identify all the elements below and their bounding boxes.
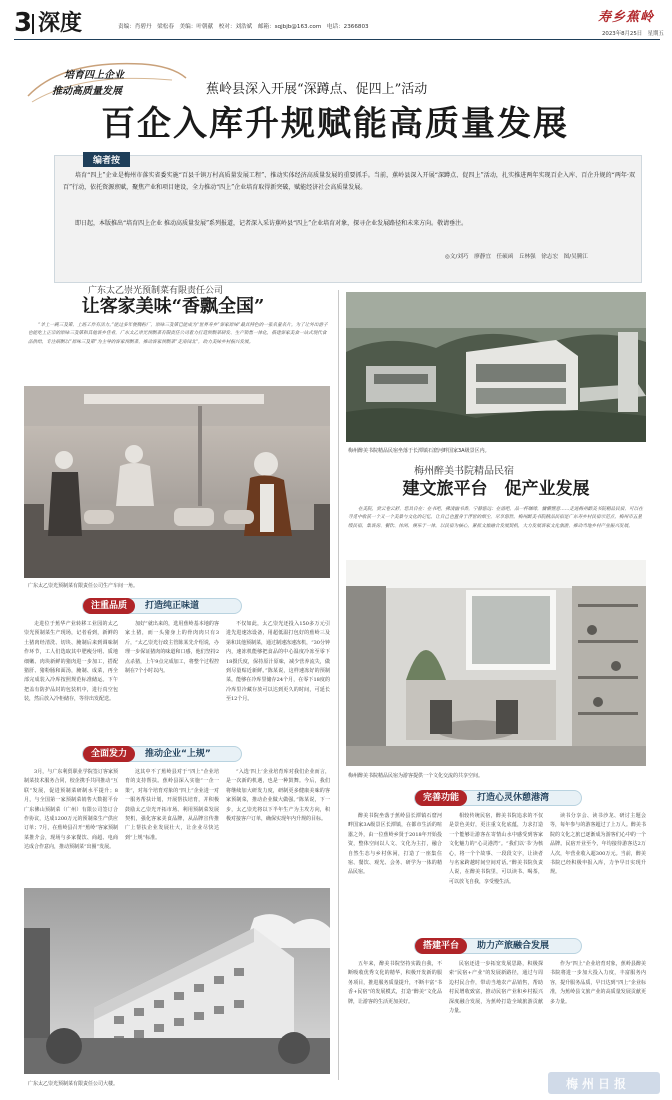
right-section-1-label: 完善功能 (415, 790, 467, 806)
right-section-1-header (414, 790, 582, 806)
left-company-name: 广东太乙崇光预制菜有限责任公司 (88, 286, 224, 296)
right-body-2-col-2: 民宿还进一步拓宽发展思路，积极探索“民宿+产业”的发展新路径，通过与周边村民合作，带动当地农产品销售，帮助村民增收致富，推动民宿产业和乡村振兴深度融合发展，为蕉岭打造全域旅游贡献力量。 (449, 961, 543, 1015)
right-story-title: 建文旅平台 促产业发展 (402, 479, 590, 499)
watermark-logo (548, 1072, 660, 1094)
credits: 责编：肖碧丹 梁松春 美编：叶朝献 校对：刘浩斌 邮箱：sqjbjb@163.com 电话：2366803 (118, 24, 369, 30)
kicker: 蕉岭县深入开展“深蹲点、促四上”活动 (206, 82, 428, 97)
watermark-text: 梅州日报 (566, 1077, 631, 1091)
paper-name-logo: 寿乡蕉岭 (598, 10, 655, 25)
section-title: 深度 (38, 11, 83, 36)
interior-photo (346, 560, 646, 766)
badge-line-1: 培育四上企业 (64, 70, 124, 81)
right-section-2-label: 搭建平台 (415, 938, 467, 954)
interior-photo-caption: 梅州醉美书院精品民宿为游客提供一个文化交流的共享空间。 (348, 773, 484, 779)
byline: ◎文/刘巧 廖静宜 任硕函 丘林强 徐志宏 图/吴腾江 (445, 254, 588, 260)
left-body-2-col-3: “入选‘四上’企业培育库对我们企业而言，是一次新的机遇，也是一种鼓舞。今后，我们将继续加大研发力度，研制更多健康美味的客家预制菜，推动企业做大做强。”陈某说，下一步，太乙崇光将以下半年生产为主攻方向，积极对接客户订单，确保实现年内升规的目标。 (226, 769, 330, 823)
left-section-2-rest: 推动企业“上规” (145, 749, 211, 759)
left-body-2-col-1: 3月，与广东利贸职业学院签订客家预制菜技术服务合同，校企携手共同推动“互联”发展，促进预制菜研制水平提升；8月，与全国第一家预制菜销售大数据平台广东佛山预制菜（广州）有限公司签订合作协议，达成1200万元的预制菜生产供应订单；7月，在蕉岭县召开“蕉岭”客家预制菜推介会，现场与多家餐饮、商超、电商达成合作意向，推动预制菜“出圈”发展。 (24, 769, 118, 851)
factory-floor-photo (24, 386, 330, 578)
right-section-1-rest: 打造心灵休憩港湾 (477, 793, 550, 803)
headline: 百企入库升规赋能高质量发展 (101, 104, 569, 144)
issue-date: 2023年8月25日 星期五 (602, 31, 664, 37)
factory-floor-image (24, 386, 330, 578)
left-section-1-header (82, 598, 242, 614)
left-body-2-col-2: 这其中不了蕉岭县对于“四上”企业培育的支持帮扶。蕉岭县深入实施“一企一策”，对每个培育对象的“四上”企业进一对一服务帮扶计划，开展帮扶培育，并积极鼓励太乙崇光开拓市场、利用预制菜发展契机，强化客家美食品牌，从品牌宣传推广上帮扶企业发展壮大，让企业尽快达到“上规”标准。 (125, 769, 219, 841)
badge-line-2: 推动高质量发展 (52, 86, 122, 97)
right-body-2-col-3: 作为“四上”企业培育对象，蕉岭县醉美书院将进一步加大投入力度，丰富服务内容，提升服务品质，早日达到“四上”企业标准，为蕉岭县文旅产业的高质量发展贡献更多力量。 (550, 961, 646, 1005)
left-body-1-col-1: 走进位于蕉华产业转移工业园的太乙崇光预制菜生产现场，记者看到，新鲜的土猪肉经清洗、切块、腌制后来到调味制作环节，工人们选取其中肥瘦分明、质地细嫩、肉块新鲜的猪肉进一步加工，搭配猪肝、猪粉肠和面汤，腌制、成菜，再全部完成装入冷库按照规范标准储运。下午把盖有防护品封的包装机中，进行真空包装，然后放入冷柜储存，等待出发配送。 (24, 621, 118, 703)
building-photo-caption: 广东太乙崇光预制菜有限责任公司大楼。 (28, 1081, 119, 1087)
factory-photo-caption: 广东太乙崇光预制菜有限责任公司生产车间一角。 (28, 583, 139, 589)
column-divider (338, 290, 339, 1080)
right-company-name: 梅州醉美书院精品民宿 (414, 466, 514, 477)
left-intro: “羊上一碗三及第，上班工作有活力。”能过多年便腾粉厂，原味三及第已能成为“世界寿乡”客家原味”最具特色的一张名量名片。为了让外出游子也能吃上正宗的原味三及第和其他客乡佳肴，广东太乙崇光预制菜有限责任公司着力打造预制菜研发、生产销售一体化，搭建客家美食一站式现代食品供给，专注研制以“原味三及第”为主导的客家预制菜，推动客家预制菜“走南闯北”，助力美味乡村振兴发展。 (28, 323, 328, 345)
editor-note-para-1: 培育“四上”企业是梅州市落实省委实施“百县千镇万村高质量发展工程”、推动实体经济高质量发展的重要抓手。当前，蕉岭县深入开展“深蹲点、促四上”活动，扎实推进两年实现百企入库、百企升规的“两年·双百”行动，依托资源禀赋，聚焦产业和项目建设，全力推动“四上”企业培育取得新突破，赋能经济社会高质量发展。 (63, 172, 635, 191)
left-section-2-label: 全面发力 (83, 746, 135, 762)
left-section-2-header (82, 746, 242, 762)
villa-image (346, 292, 646, 442)
right-body-1-col-1: 醉美书院坐落于蕉岭县长潭镇石窟河畔国家3A级景区长潭镇，在都市生活的喧嚣之外，由一位蕉岭乡贤于2018年开始投资，整体空间以人文、文化为主打，融合自然生态与乡村休闲，打造了一座集住宿、餐饮、观光、会务、研学为一体的精品民宿。 (348, 813, 442, 876)
right-intro: 在美院，赏云卷云舒，您具自在：在书吧，拂清幽书香，宁静悠远：在清吧，品一杯咖啡，慵懒惬意……走进梅州醉美书院精品民宿，可以在寻觅中收获一个又一个美景与文化的记忆，让自己也置身于浮世的烟尘，尽享悠然。梅州醉美书院精品民宿是广东寿乡村民宿示范点，梅州市五星级民宿，集客房、餐饮、休闲、娱乐于一体，以民宿为核心，紧抓文旅融合发展契机，大力发展客家文化旅游，推动当地乡村产业振兴发展。 (348, 507, 643, 529)
masthead (14, 8, 664, 40)
editor-note-para-2: 即日起，本版推出“培育四上企业 推动高质量发展”系列报道，记者深入采访蕉岭县“四上”企业培育对象，探寻企业发展路径和未来方向。敬请垂注。 (75, 220, 468, 227)
left-story-title: 让客家美味“香飘全国” (81, 296, 265, 317)
left-body-1-col-2: 加好”就出来的，选用蕉岭基本地的客家土猪，而一头猪身上的骨肉肉只有3斤，“太乙崇光行政主管陈某先介绍说，办理一步保证猪肉的味道和口感，他们坚持2点杀猪，上午9点完成加工，将整个过程控制在7个小时以内。 (125, 621, 219, 675)
villa-photo (346, 292, 646, 442)
editor-note-label: 编者按 (83, 152, 130, 167)
company-building-photo (24, 888, 330, 1074)
right-section-2-rest: 助力产旅融合发展 (477, 941, 550, 951)
right-body-2-col-1: 五年来，醉美书院坚持实践自我，不断吸收优秀文化的精华，积极开发新的服务项目，推进服务质量提升，不断丰富“书香+民宿”的发展模式，打造“醉美”文化品牌，让游客的生活更加美好。 (348, 961, 442, 1005)
villa-photo-caption: 梅州醉美书院精品民宿坐落于长潭镇石窟河畔国家3A级景区内。 (348, 448, 490, 454)
editor-note (54, 155, 642, 283)
masthead-divider (32, 14, 34, 34)
right-body-1-col-3: 读书分享会、读书沙龙、研讨主题会等，每年参与的游客超过了上万人。醉美书院的文化之旅已逐渐成为游客们心中的一个品牌。民宿开业至今，年均接待游客达2万人次，年营业收入超300万元。当前，醉美书院已经积极申报入库，力争早日实现升规。 (550, 813, 646, 876)
left-section-1-rest: 打造纯正味道 (145, 601, 200, 611)
left-section-1-label: 注重品质 (83, 598, 135, 614)
left-body-1-col-3: 不仅如此，太乙崇光还投入150多万元引进先进速冻设备，用超低温打包好的蕉岭三及第和其他预制菜，通过制速冻速冻机，“30分钟内，速冻机能够把食品的中心温度冷冻至零下18摄氏度，保持原汁原味，减少营养流失，做到尽量贴近新鲜。”陈某说，这样速冻好的预制菜，能够在冷库里储存24个月，在零下18度的冷库里冷藏存放可以达到更久的时间，可延长至12个月。 (226, 621, 330, 703)
company-building-image (24, 888, 330, 1074)
right-body-1-col-2: 相较传统民宿，醉美书院追求的不仅是景色美好，更注重文化底蕴，力求打造一个能够让游客在寄情山水中感受到客家文化魅力的“心灵港湾”。“我们以‘书’为核心，将一个个故事、一段段文字，让读者与名家跨越时间空间对话。”醉美书院负责人说，在醉美书院里，可以读书、喝茶，可以放飞自我，享受慢生活。 (449, 813, 543, 885)
page-number: 3 (14, 8, 33, 38)
right-section-2-header (414, 938, 582, 954)
interior-image (346, 560, 646, 766)
